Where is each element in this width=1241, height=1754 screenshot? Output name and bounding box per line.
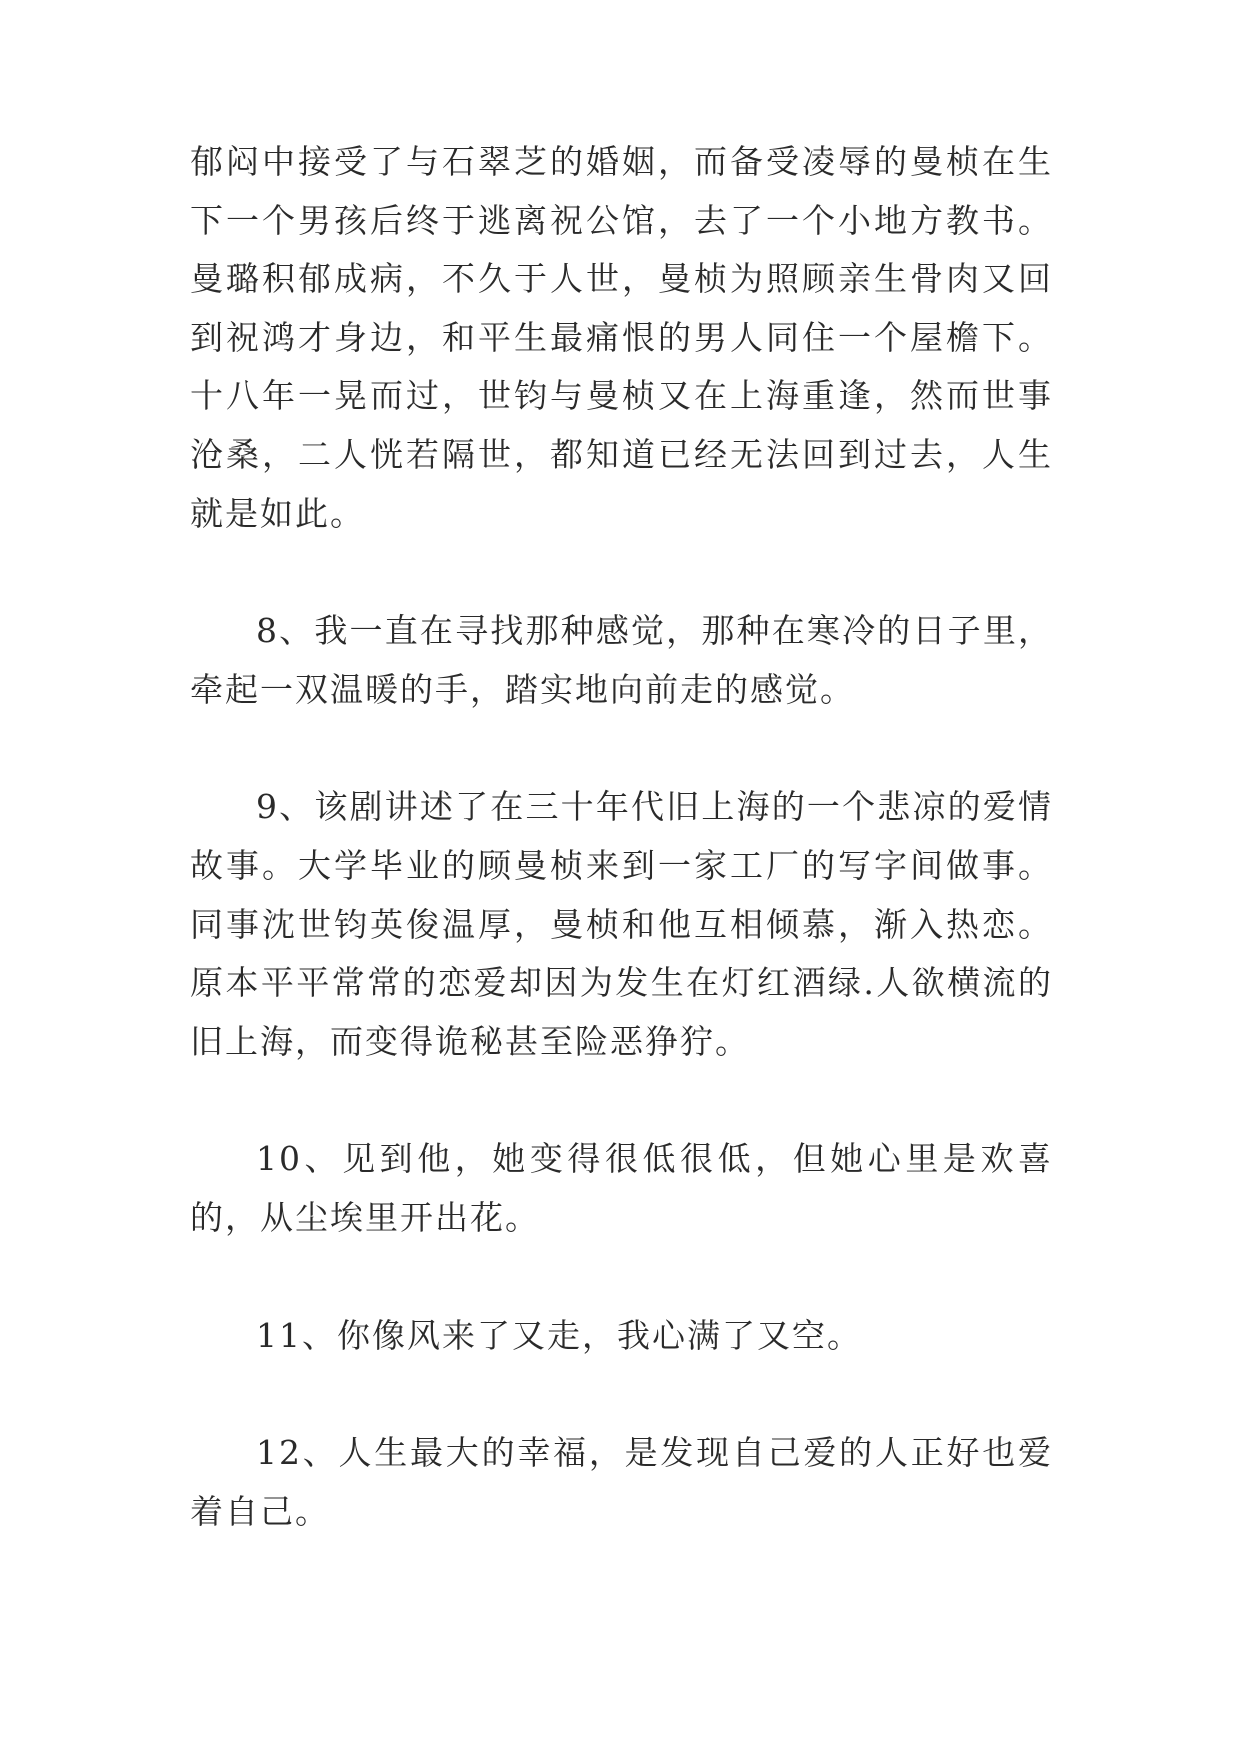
paragraph-item-11: 11、你像风来了又走，我心满了又空。 xyxy=(256,1315,862,1355)
paragraph-item-8: 8、我一直在寻找那种感觉，那种在寒冷的日子里，牵起一双温暖的手，踏实地向前走的感觉。 xyxy=(190,611,1053,709)
paragraph-continuation: 郁闷中接受了与石翠芝的婚姻，而备受凌辱的曼桢在生下一个男孩后终于逃离祝公馆，去了一个小地方教书。曼璐积郁成病，不久于人世，曼桢为照顾亲生骨肉又回到祝鸿才身边，和平生最痛恨的男人同住一个屋檐下。十八年一晃而过，世钧与曼桢又在上海重逢，然而世事沧桑，二人恍若隔世，都知道已经无法回到过去，人生就是如此。 xyxy=(190,142,1053,533)
document-page xyxy=(190,133,1053,1541)
paragraph-item-10: 10、见到他，她变得很低很低，但她心里是欢喜的，从尘埃里开出花。 xyxy=(190,1139,1053,1237)
paragraph-item-9: 9、该剧讲述了在三十年代旧上海的一个悲凉的爱情故事。大学毕业的顾曼桢来到一家工厂的写字间做事。同事沈世钧英俊温厚，曼桢和他互相倾慕，渐入热恋。原本平平常常的恋爱却因为发生在灯红酒绿.人欲横流的旧上海，而变得诡秘甚至险恶狰狞。 xyxy=(190,787,1053,1061)
paragraph-item-12: 12、人生最大的幸福，是发现自己爱的人正好也爱着自己。 xyxy=(190,1433,1053,1531)
